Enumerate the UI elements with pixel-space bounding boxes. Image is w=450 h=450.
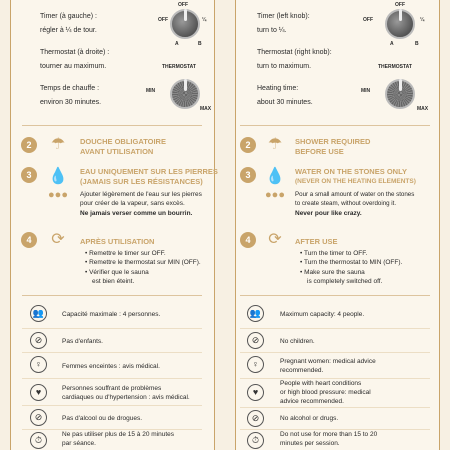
step-body: to create steam, without overdoing it.	[295, 200, 397, 207]
thermostat-max-label: MAX	[200, 106, 212, 112]
divider	[240, 328, 430, 329]
rule-text: No alcohol or drugs.	[280, 415, 339, 422]
rule-text: Ne pas utiliser plus de 15 à 20 minutes	[62, 431, 175, 438]
rule-text: Personnes souffrant de problèmes	[62, 385, 162, 392]
list-item: • Turn the timer to OFF.	[300, 250, 368, 257]
list-item-text: Remettre le thermostat sur MIN (OFF).	[89, 259, 201, 266]
heart-icon: ♥	[247, 384, 264, 401]
timer-label: Timer (left knob):	[257, 13, 310, 20]
thermostat-max-label: MAX	[417, 106, 429, 112]
no-children-icon: ⊘	[30, 332, 47, 349]
thermostat-knob	[385, 79, 415, 109]
group-icon: 👥	[30, 305, 47, 322]
step-body: Ajouter légèrement de l'eau sur les pierres	[80, 191, 202, 198]
heat-time-label: Temps de chauffe :	[40, 85, 100, 92]
divider	[240, 429, 430, 430]
divider	[240, 295, 430, 296]
list-item: • Make sure the sauna	[300, 269, 365, 276]
shower-icon: ☂	[50, 136, 66, 153]
list-item: • Remettre le thermostat sur MIN (OFF).	[85, 259, 201, 266]
step-title: APRÈS UTILISATION	[80, 237, 155, 246]
knob-b-label: B	[198, 41, 202, 47]
step-number: 2	[240, 137, 256, 153]
list-item: • Turn the thermostat to MIN (OFF).	[300, 259, 403, 266]
knob-quarter-label: ¼	[202, 17, 207, 23]
knob-a-label: A	[390, 41, 394, 47]
shower-icon: ☂	[267, 136, 283, 153]
thermostat-knob-label: THERMOSTAT	[162, 64, 196, 70]
divider	[22, 328, 202, 329]
thermostat-label: Thermostat (right knob):	[257, 49, 332, 56]
list-item-text: Turn the timer to OFF.	[303, 250, 368, 257]
step-number: 4	[21, 232, 37, 248]
divider	[240, 352, 430, 353]
divider	[240, 407, 430, 408]
thermostat-value: tourner au maximum.	[40, 63, 107, 70]
list-item-text: Turn the thermostat to MIN (OFF).	[303, 259, 403, 266]
step-title: WATER ON THE STONES ONLY	[295, 167, 407, 176]
divider	[22, 295, 202, 296]
step-title: (JAMAIS SUR LES RÉSISTANCES)	[80, 177, 203, 186]
thermostat-knob	[170, 79, 200, 109]
no-alcohol-icon: ⊘	[30, 409, 47, 426]
rule-text: Maximum capacity: 4 people.	[280, 311, 365, 318]
rule-text: minutes per session.	[280, 440, 340, 447]
divider	[22, 125, 202, 126]
rule-text: recommended.	[280, 367, 324, 374]
timer-label: Timer (à gauche) :	[40, 13, 97, 20]
step-title: AFTER USE	[295, 237, 338, 246]
step-title: EAU UNIQUEMENT SUR LES PIERRES	[80, 167, 218, 176]
heart-icon: ♥	[30, 384, 47, 401]
knob-a-label: A	[175, 41, 179, 47]
step-title: SHOWER REQUIRED	[295, 137, 371, 146]
step-body: Pour a small amount of water on the stones	[295, 191, 415, 198]
divider	[22, 405, 202, 406]
knob-quarter-label: ¼	[420, 17, 425, 23]
stones-icon: ●●●	[265, 189, 285, 201]
thermostat-min-label: MIN	[361, 88, 371, 94]
divider	[22, 352, 202, 353]
knob-off-label: OFF	[395, 2, 405, 8]
rule-text: advice recommended.	[280, 398, 344, 405]
water-drop-icon: 💧	[265, 168, 285, 185]
list-item-text: Make sure the sauna	[304, 269, 365, 276]
step-title: DOUCHE OBLIGATOIRE	[80, 137, 166, 146]
divider	[240, 125, 430, 126]
heat-time-value: about 30 minutes.	[257, 99, 313, 106]
thermostat-value: turn to maximum.	[257, 63, 312, 70]
thermostat-knob-label: THERMOSTAT	[378, 64, 412, 70]
pregnant-icon: ♀	[30, 356, 47, 373]
timer-icon: ⏱	[30, 432, 47, 449]
rule-text: or high blood pressure: medical	[280, 389, 371, 396]
timer-knob	[385, 9, 415, 39]
group-icon: 👥	[247, 305, 264, 322]
step-warning: Never pour like crazy.	[295, 210, 362, 217]
step-number: 2	[21, 137, 37, 153]
list-item-text: est bien éteint.	[92, 278, 135, 285]
no-children-icon: ⊘	[247, 332, 264, 349]
step-number: 4	[240, 232, 256, 248]
rule-text: Femmes enceintes : avis médical.	[62, 363, 160, 370]
pregnant-icon: ♀	[247, 356, 264, 373]
step-title: BEFORE USE	[295, 147, 344, 156]
knob-off-label: OFF	[178, 2, 188, 8]
thermostat-min-label: MIN	[146, 88, 156, 94]
thermostat-label: Thermostat (à droite) :	[40, 49, 110, 56]
list-item: • Vérifier que le sauna	[85, 269, 149, 276]
no-alcohol-icon: ⊘	[247, 410, 264, 427]
heat-time-value: environ 30 minutes.	[40, 99, 102, 106]
timer-knob	[170, 9, 200, 39]
rule-text: Do not use for more than 15 to 20	[280, 431, 378, 438]
step-title: (NEVER ON THE HEATING ELEMENTS)	[295, 178, 416, 185]
heat-time-label: Heating time:	[257, 85, 299, 92]
step-warning: Ne jamais verser comme un bourrin.	[80, 210, 193, 217]
list-item-text: is completely switched off.	[307, 278, 383, 285]
rule-text: cardiaques ou d'hypertension : avis médical.	[62, 394, 190, 401]
knob-off-label-left: OFF	[158, 17, 168, 23]
water-drop-icon: 💧	[48, 168, 68, 185]
rule-text: Pas d'alcool ou de drogues.	[62, 415, 143, 422]
divider	[22, 378, 202, 379]
refresh-icon: ⟳	[51, 231, 65, 248]
step-body: pour créer de la vapeur, sans excès.	[80, 200, 185, 207]
stones-icon: ●●●	[48, 189, 68, 201]
rule-text: People with heart conditions	[280, 380, 362, 387]
english-column	[235, 0, 440, 450]
timer-value: turn to ¼.	[257, 27, 287, 34]
rule-text: Pas d'enfants.	[62, 338, 103, 345]
divider	[22, 429, 202, 430]
rule-text: Pregnant women: medical advice	[280, 358, 376, 365]
rule-text: No children.	[280, 338, 315, 345]
knob-off-label-left: OFF	[363, 17, 373, 23]
step-title: AVANT UTILISATION	[80, 147, 154, 156]
divider	[240, 378, 430, 379]
column-border-right	[214, 0, 215, 450]
french-column	[10, 0, 218, 450]
refresh-icon: ⟳	[268, 231, 282, 248]
list-item-text: Vérifier que le sauna	[89, 269, 149, 276]
knob-b-label: B	[415, 41, 419, 47]
column-border-left	[235, 0, 236, 450]
step-number: 3	[21, 167, 37, 183]
timer-value: régler à ¼ de tour.	[40, 27, 97, 34]
rule-text: Capacité maximale : 4 personnes.	[62, 311, 161, 318]
rule-text: par séance.	[62, 440, 96, 447]
list-item: • Remettre le timer sur OFF.	[85, 250, 166, 257]
timer-icon: ⏱	[247, 432, 264, 449]
step-number: 3	[240, 167, 256, 183]
list-item-text: Remettre le timer sur OFF.	[89, 250, 166, 257]
column-border-right	[439, 0, 440, 450]
column-border-left	[10, 0, 11, 450]
